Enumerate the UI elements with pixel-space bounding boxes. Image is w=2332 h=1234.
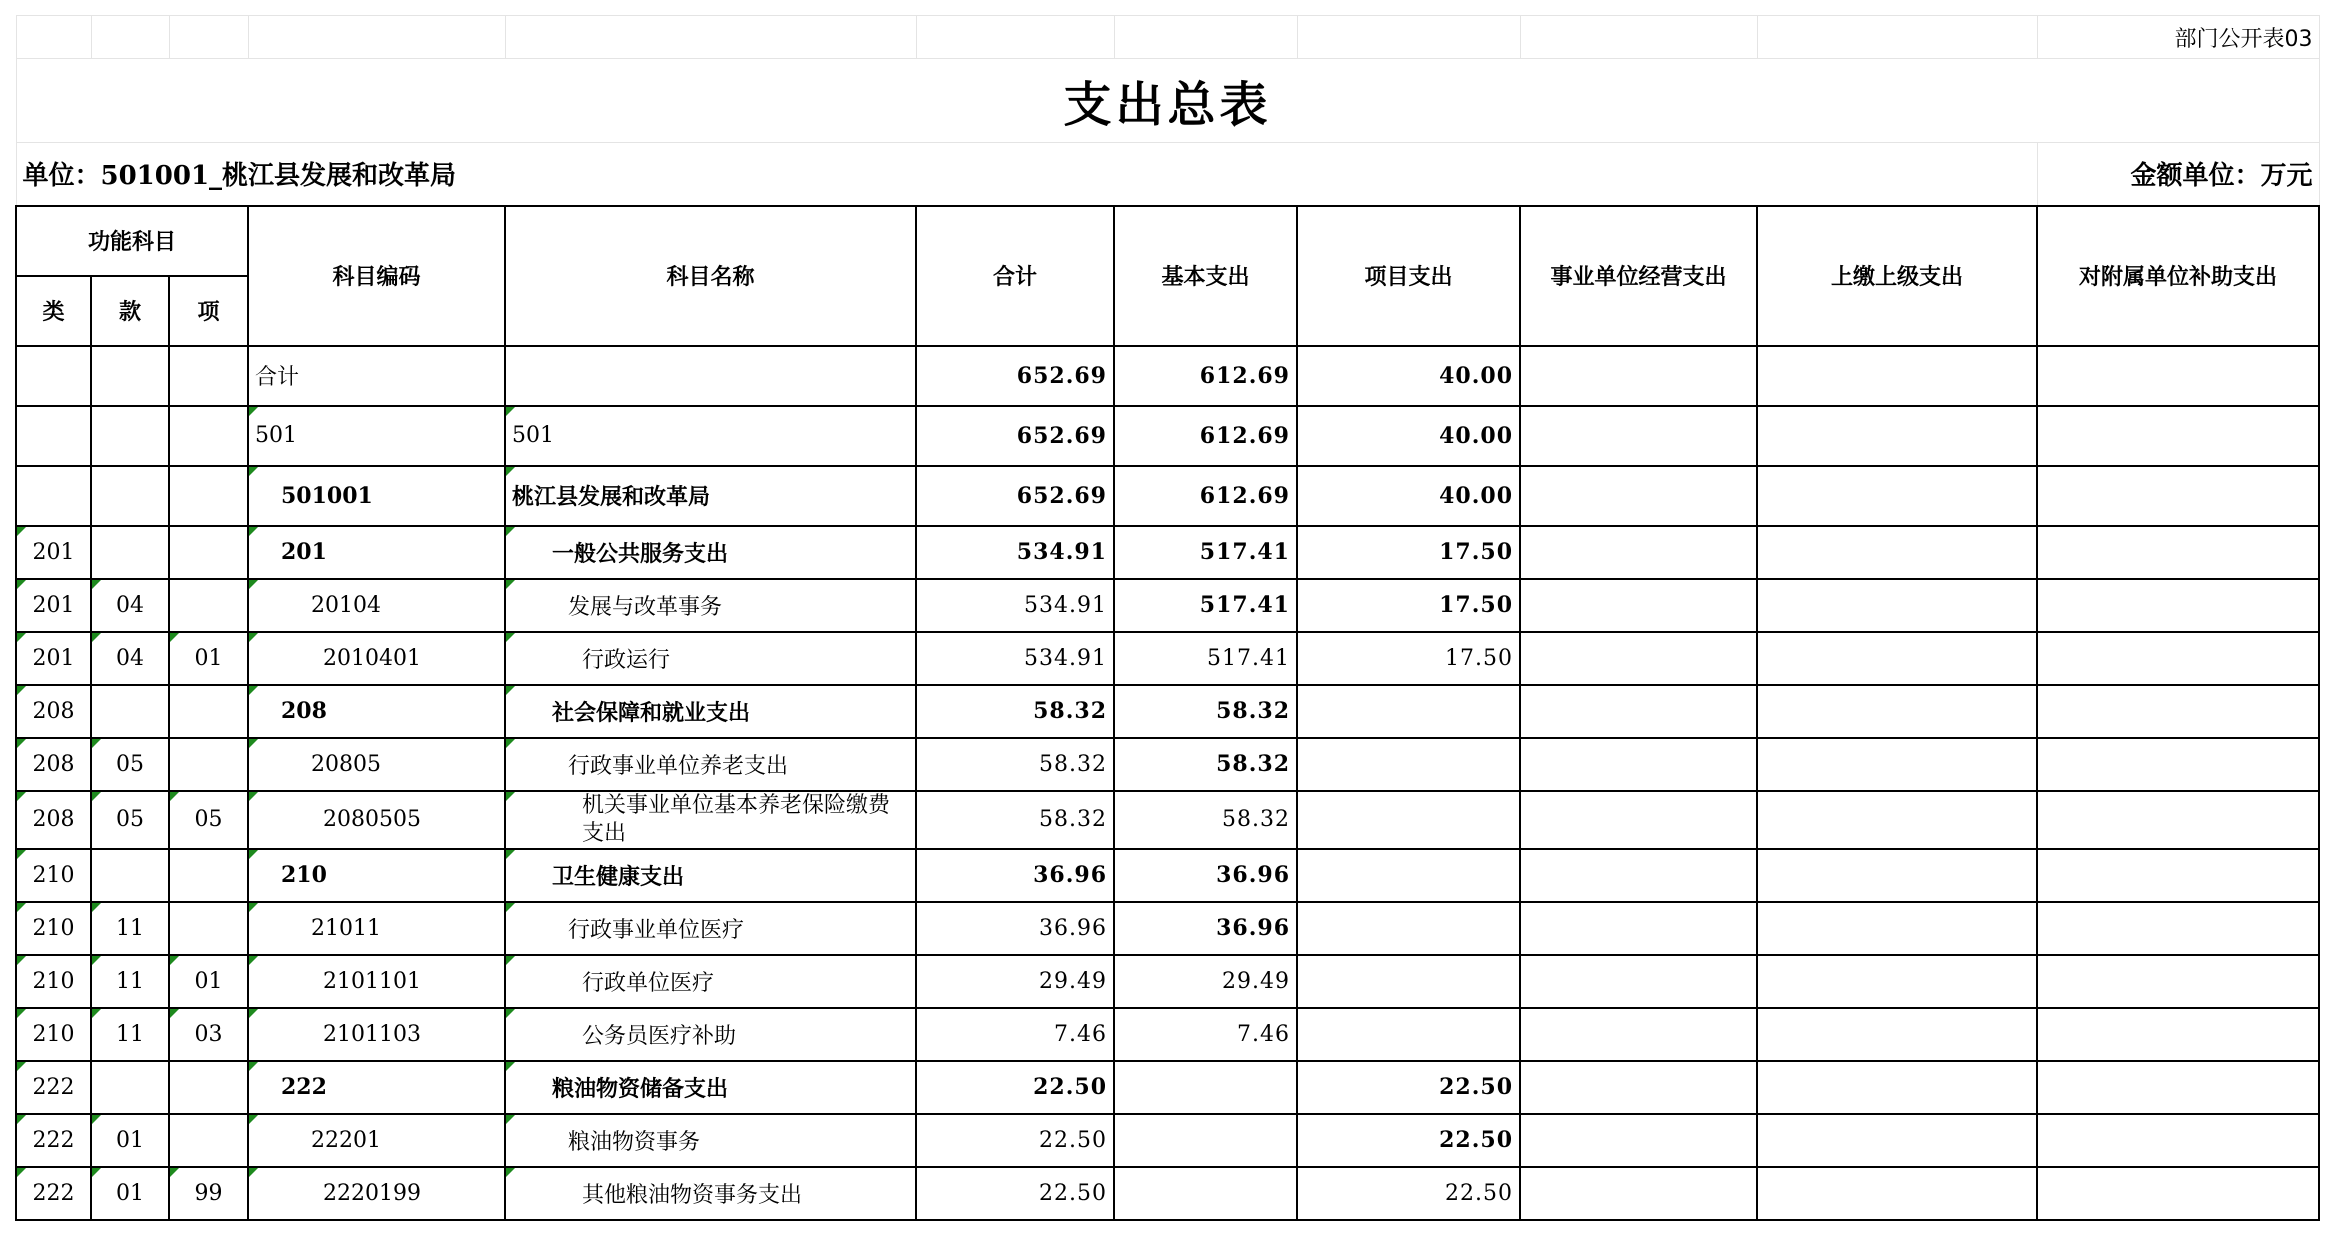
code-cell[interactable]: 2101103 [248,1008,505,1061]
lei-cell[interactable]: 222 [16,1061,91,1114]
project-cell[interactable] [1297,955,1520,1008]
business-cell[interactable] [1520,1114,1757,1167]
xiang-cell[interactable] [169,526,248,579]
subsidiary-cell[interactable] [2037,1167,2319,1220]
form-label[interactable]: 部门公开表03 [2037,16,2319,59]
business-cell[interactable] [1520,849,1757,902]
business-cell[interactable] [1520,1167,1757,1220]
code-cell[interactable]: 501 [248,406,505,466]
code-cell[interactable]: 2101101 [248,955,505,1008]
kuan-cell[interactable] [91,466,169,526]
name-cell[interactable]: 一般公共服务支出 [505,526,916,579]
cell[interactable] [1297,16,1520,59]
business-cell[interactable] [1520,1008,1757,1061]
business-cell[interactable] [1520,346,1757,406]
unit-name[interactable]: 单位：501001_桃江县发展和改革局 [16,143,2037,206]
project-cell[interactable] [1297,791,1520,849]
xiang-cell[interactable] [169,685,248,738]
basic-header[interactable]: 基本支出 [1114,206,1297,346]
lei-cell[interactable]: 201 [16,579,91,632]
table-row [16,955,2319,1008]
upper-cell[interactable] [1757,1061,2037,1114]
basic-cell[interactable]: 517.41 [1114,526,1297,579]
project-cell[interactable]: 22.50 [1297,1061,1520,1114]
upper-cell[interactable] [1757,579,2037,632]
name-cell[interactable]: 卫生健康支出 [505,849,916,902]
cell[interactable] [169,16,248,59]
kuan-cell[interactable]: 05 [91,738,169,791]
total-cell[interactable]: 58.32 [916,791,1114,849]
business-cell[interactable] [1520,955,1757,1008]
table-row [16,685,2319,738]
subsidiary-cell[interactable] [2037,849,2319,902]
kuan-cell[interactable]: 11 [91,955,169,1008]
name-cell[interactable]: 粮油物资储备支出 [505,1061,916,1114]
lei-cell[interactable]: 201 [16,526,91,579]
code-cell[interactable]: 20104 [248,579,505,632]
kuan-header[interactable]: 款 [91,276,169,346]
lei-header[interactable]: 类 [16,276,91,346]
name-header[interactable]: 科目名称 [505,206,916,346]
name-cell[interactable]: 公务员医疗补助 [505,1008,916,1061]
name-cell[interactable]: 行政运行 [505,632,916,685]
project-cell[interactable]: 17.50 [1297,526,1520,579]
total-cell[interactable]: 22.50 [916,1061,1114,1114]
basic-cell[interactable]: 58.32 [1114,738,1297,791]
basic-cell[interactable]: 612.69 [1114,406,1297,466]
table-row [16,1061,2319,1114]
subsidiary-cell[interactable] [2037,1061,2319,1114]
lei-cell[interactable]: 222 [16,1114,91,1167]
project-cell[interactable] [1297,849,1520,902]
total-cell[interactable]: 22.50 [916,1167,1114,1220]
code-cell[interactable]: 2220199 [248,1167,505,1220]
subsidiary-cell[interactable] [2037,685,2319,738]
code-cell[interactable]: 208 [248,685,505,738]
table-row [16,346,2319,406]
upper-cell[interactable] [1757,1167,2037,1220]
upper-cell[interactable] [1757,406,2037,466]
upper-header[interactable]: 上缴上级支出 [1757,206,2037,346]
subsidiary-cell[interactable] [2037,791,2319,849]
name-cell[interactable]: 发展与改革事务 [505,579,916,632]
table-row [16,632,2319,685]
subsidiary-cell[interactable] [2037,466,2319,526]
name-cell[interactable]: 行政单位医疗 [505,955,916,1008]
basic-cell[interactable] [1114,1061,1297,1114]
upper-cell[interactable] [1757,1008,2037,1061]
xiang-cell[interactable]: 99 [169,1167,248,1220]
upper-cell[interactable] [1757,791,2037,849]
project-cell[interactable] [1297,902,1520,955]
upper-cell[interactable] [1757,632,2037,685]
xiang-cell[interactable] [169,902,248,955]
lei-cell[interactable]: 208 [16,738,91,791]
amount-unit[interactable]: 金额单位：万元 [2037,143,2319,206]
business-cell[interactable] [1520,791,1757,849]
kuan-cell[interactable]: 05 [91,791,169,849]
name-cell[interactable]: 其他粮油物资事务支出 [505,1167,916,1220]
name-cell[interactable]: 粮油物资事务 [505,1114,916,1167]
lei-cell[interactable] [16,406,91,466]
code-cell[interactable]: 501001 [248,466,505,526]
basic-cell[interactable]: 36.96 [1114,902,1297,955]
total-cell[interactable]: 29.49 [916,955,1114,1008]
project-cell[interactable]: 17.50 [1297,632,1520,685]
lei-cell[interactable]: 201 [16,632,91,685]
subsidiary-cell[interactable] [2037,406,2319,466]
cell[interactable] [1114,16,1297,59]
name-cell[interactable]: 社会保障和就业支出 [505,685,916,738]
xiang-cell[interactable] [169,406,248,466]
name-cell[interactable]: 桃江县发展和改革局 [505,466,916,526]
kuan-cell[interactable]: 11 [91,1008,169,1061]
project-cell[interactable]: 22.50 [1297,1114,1520,1167]
lei-cell[interactable]: 210 [16,955,91,1008]
project-cell[interactable]: 40.00 [1297,346,1520,406]
project-cell[interactable] [1297,738,1520,791]
unit-row [16,143,2319,206]
business-cell[interactable] [1520,1061,1757,1114]
xiang-header[interactable]: 项 [169,276,248,346]
name-cell[interactable]: 行政事业单位医疗 [505,902,916,955]
total-cell[interactable]: 36.96 [916,902,1114,955]
business-cell[interactable] [1520,406,1757,466]
cell[interactable] [248,16,505,59]
basic-cell[interactable]: 58.32 [1114,791,1297,849]
code-cell[interactable]: 2080505 [248,791,505,849]
name-cell[interactable]: 机关事业单位基本养老保险缴费支出 [505,791,916,849]
xiang-cell[interactable] [169,738,248,791]
table-row [16,738,2319,791]
page-title[interactable]: 支出总表 [16,59,2319,143]
basic-cell[interactable]: 517.41 [1114,632,1297,685]
code-cell[interactable]: 20805 [248,738,505,791]
table-row [16,1167,2319,1220]
header-row-1 [16,206,2319,276]
xiang-cell[interactable]: 03 [169,1008,248,1061]
expenditure-summary-sheet [15,15,2320,1221]
kuan-cell[interactable] [91,526,169,579]
xiang-cell[interactable] [169,466,248,526]
upper-cell[interactable] [1757,955,2037,1008]
business-cell[interactable] [1520,632,1757,685]
xiang-cell[interactable] [169,346,248,406]
cell[interactable] [505,16,916,59]
kuan-cell[interactable]: 01 [91,1114,169,1167]
code-cell[interactable]: 2010401 [248,632,505,685]
table-row [16,526,2319,579]
business-cell[interactable] [1520,466,1757,526]
total-cell[interactable]: 534.91 [916,632,1114,685]
kuan-cell[interactable]: 04 [91,632,169,685]
name-cell[interactable] [505,346,916,406]
code-cell[interactable]: 合计 [248,346,505,406]
cell[interactable] [16,16,91,59]
total-cell[interactable]: 58.32 [916,685,1114,738]
code-cell[interactable]: 210 [248,849,505,902]
basic-cell[interactable]: 612.69 [1114,346,1297,406]
code-cell[interactable]: 22201 [248,1114,505,1167]
table-row [16,1114,2319,1167]
subsidiary-cell[interactable] [2037,738,2319,791]
total-cell[interactable]: 36.96 [916,849,1114,902]
xiang-cell[interactable] [169,1114,248,1167]
subsidiary-cell[interactable] [2037,632,2319,685]
code-cell[interactable]: 21011 [248,902,505,955]
project-cell[interactable]: 40.00 [1297,406,1520,466]
subsidiary-cell[interactable] [2037,346,2319,406]
name-cell[interactable]: 行政事业单位养老支出 [505,738,916,791]
xiang-cell[interactable]: 01 [169,632,248,685]
lei-cell[interactable]: 208 [16,791,91,849]
basic-cell[interactable]: 517.41 [1114,579,1297,632]
basic-cell[interactable]: 58.32 [1114,685,1297,738]
basic-cell[interactable]: 7.46 [1114,1008,1297,1061]
project-cell[interactable] [1297,1008,1520,1061]
total-cell[interactable]: 7.46 [916,1008,1114,1061]
total-cell[interactable]: 22.50 [916,1114,1114,1167]
cell[interactable] [1757,16,2037,59]
func-subject-header[interactable]: 功能科目 [16,206,248,276]
upper-cell[interactable] [1757,685,2037,738]
xiang-cell[interactable] [169,849,248,902]
business-cell[interactable] [1520,579,1757,632]
table-row [16,849,2319,902]
upper-cell[interactable] [1757,902,2037,955]
table-row [16,406,2319,466]
project-header[interactable]: 项目支出 [1297,206,1520,346]
business-header[interactable]: 事业单位经营支出 [1520,206,1757,346]
business-cell[interactable] [1520,738,1757,791]
lei-cell[interactable]: 210 [16,902,91,955]
project-cell[interactable]: 22.50 [1297,1167,1520,1220]
xiang-cell[interactable] [169,1061,248,1114]
form-label-row [16,16,2319,59]
kuan-cell[interactable] [91,406,169,466]
table-row [16,579,2319,632]
lei-cell[interactable]: 210 [16,849,91,902]
project-cell[interactable]: 40.00 [1297,466,1520,526]
basic-cell[interactable]: 612.69 [1114,466,1297,526]
basic-cell[interactable] [1114,1167,1297,1220]
kuan-cell[interactable]: 01 [91,1167,169,1220]
cell[interactable] [91,16,169,59]
lei-cell[interactable]: 208 [16,685,91,738]
title-row [16,59,2319,143]
kuan-cell[interactable] [91,1061,169,1114]
subsidiary-cell[interactable] [2037,1114,2319,1167]
cell[interactable] [916,16,1114,59]
total-cell[interactable]: 534.91 [916,579,1114,632]
total-cell[interactable]: 534.91 [916,526,1114,579]
upper-cell[interactable] [1757,346,2037,406]
subsidiary-cell[interactable] [2037,1008,2319,1061]
kuan-cell[interactable]: 11 [91,902,169,955]
code-cell[interactable]: 201 [248,526,505,579]
basic-cell[interactable] [1114,1114,1297,1167]
upper-cell[interactable] [1757,526,2037,579]
lei-cell[interactable] [16,346,91,406]
table-row [16,902,2319,955]
upper-cell[interactable] [1757,466,2037,526]
subsidiary-cell[interactable] [2037,902,2319,955]
table-row [16,466,2319,526]
total-cell[interactable]: 652.69 [916,346,1114,406]
kuan-cell[interactable] [91,685,169,738]
business-cell[interactable] [1520,685,1757,738]
lei-cell[interactable]: 210 [16,1008,91,1061]
lei-cell[interactable] [16,466,91,526]
total-cell[interactable]: 58.32 [916,738,1114,791]
subsidiary-header[interactable]: 对附属单位补助支出 [2037,206,2319,346]
cell[interactable] [1520,16,1757,59]
basic-cell[interactable]: 29.49 [1114,955,1297,1008]
kuan-cell[interactable] [91,346,169,406]
total-cell[interactable]: 652.69 [916,406,1114,466]
basic-cell[interactable]: 36.96 [1114,849,1297,902]
subsidiary-cell[interactable] [2037,955,2319,1008]
subsidiary-cell[interactable] [2037,579,2319,632]
total-header[interactable]: 合计 [916,206,1114,346]
code-header[interactable]: 科目编码 [248,206,505,346]
xiang-cell[interactable]: 01 [169,955,248,1008]
xiang-cell[interactable]: 05 [169,791,248,849]
upper-cell[interactable] [1757,849,2037,902]
table-row [16,791,2319,849]
upper-cell[interactable] [1757,1114,2037,1167]
code-cell[interactable]: 222 [248,1061,505,1114]
project-cell[interactable]: 17.50 [1297,579,1520,632]
table-row [16,1008,2319,1061]
business-cell[interactable] [1520,526,1757,579]
upper-cell[interactable] [1757,738,2037,791]
lei-cell[interactable]: 222 [16,1167,91,1220]
xiang-cell[interactable] [169,579,248,632]
total-cell[interactable]: 652.69 [916,466,1114,526]
kuan-cell[interactable]: 04 [91,579,169,632]
project-cell[interactable] [1297,685,1520,738]
subsidiary-cell[interactable] [2037,526,2319,579]
business-cell[interactable] [1520,902,1757,955]
kuan-cell[interactable] [91,849,169,902]
name-cell[interactable]: 501 [505,406,916,466]
